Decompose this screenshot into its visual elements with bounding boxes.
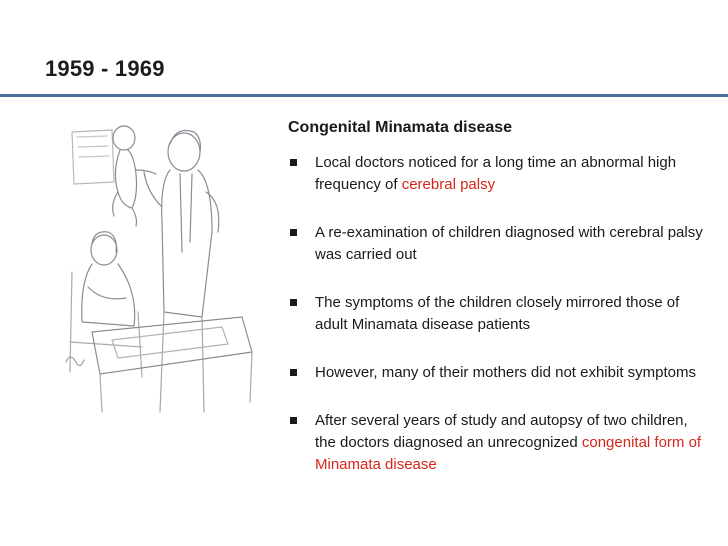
bullet-text: However, many of their mothers did not exhibit symptoms [315, 364, 696, 381]
bullet-highlight: congenital form of Minamata disease [315, 434, 702, 473]
bullet-square-icon [290, 417, 297, 424]
title-divider [0, 94, 728, 97]
bullet-square-icon [290, 229, 297, 236]
list-item [288, 222, 708, 266]
list-item [288, 362, 708, 384]
bullet-square-icon [290, 369, 297, 376]
bullet-square-icon [290, 159, 297, 166]
bullet-text: A re-examination of children diagnosed with cerebral palsy was carried out [315, 224, 703, 263]
bullet-text: The symptoms of the children closely mirrored those of adult Minamata disease patients [315, 294, 680, 333]
slide-title: 1959 - 1969 [45, 56, 165, 81]
list-item [288, 410, 708, 476]
bullet-square-icon [290, 299, 297, 306]
bullet-text: Local doctors noticed for a long time an abnormal high frequency of [315, 154, 677, 193]
bullet-text: After several years of study and autopsy of two children, the doctors diagnosed an unrecognized [315, 412, 688, 451]
doctor-examining-infant-sketch-icon [52, 112, 262, 442]
list-item [288, 152, 708, 196]
section-heading: Congenital Minamata disease [288, 119, 513, 136]
list-item [288, 292, 708, 336]
bullet-highlight: cerebral palsy [401, 176, 496, 193]
bullet-list [288, 152, 708, 502]
